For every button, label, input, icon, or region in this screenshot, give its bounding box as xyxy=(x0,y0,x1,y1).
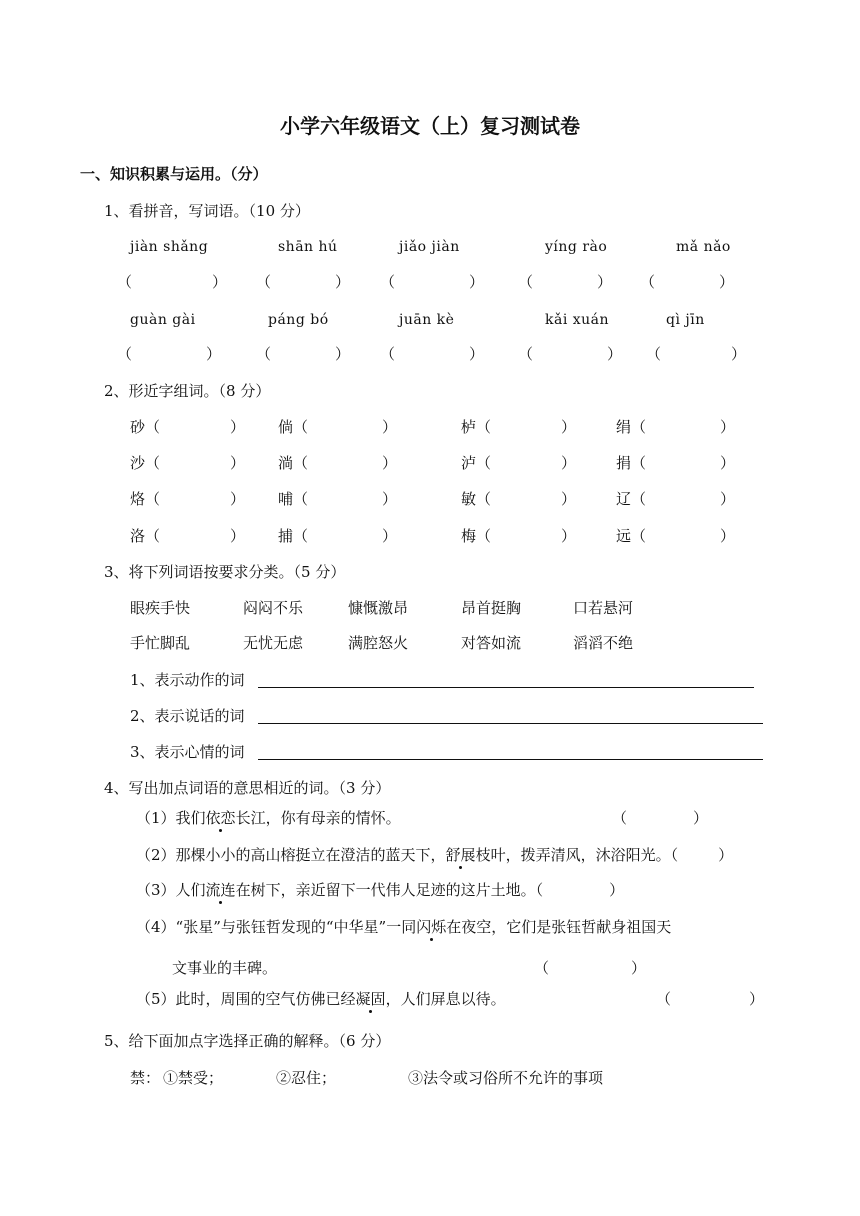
definition-option-2: ②忍住； xyxy=(276,1069,337,1087)
answer-blank[interactable]: （ ） xyxy=(380,273,485,291)
word: 无忧无虑 xyxy=(243,634,304,652)
answer-blank[interactable]: （ ） xyxy=(117,273,228,291)
answer-blank[interactable]: （ ） xyxy=(518,273,613,291)
answer-blank[interactable]: （ ） xyxy=(256,345,351,363)
definition-option-3: ③法令或习俗所不允许的事项 xyxy=(408,1069,604,1087)
pinyin-2-5: qì jīn xyxy=(666,312,705,328)
answer-line[interactable] xyxy=(258,723,763,724)
char-item[interactable]: 泸（ ） xyxy=(461,454,577,472)
q2-heading: 2、形近字组词。（8 分） xyxy=(104,382,271,400)
definition-option-1: ①禁受； xyxy=(163,1069,224,1087)
char-item[interactable]: 捐（ ） xyxy=(616,454,736,472)
pinyin-2-4: kǎi xuán xyxy=(545,312,610,328)
dotted-word: 闪烁 xyxy=(416,918,447,936)
q3-heading: 3、将下列词语按要求分类。（5 分） xyxy=(104,563,346,581)
char-item[interactable]: 梅（ ） xyxy=(461,527,577,545)
category-label: 3、表示心情的词 xyxy=(130,743,245,761)
answer-blank[interactable]: （ ） xyxy=(612,809,709,827)
dotted-word: 舒展 xyxy=(445,846,476,864)
pinyin-1-1: jiàn shǎng xyxy=(130,239,209,255)
dotted-word: 流连 xyxy=(205,881,236,899)
word: 手忙脚乱 xyxy=(130,634,191,652)
char-item[interactable]: 捕（ ） xyxy=(278,527,398,545)
sentence-4: （4）“张星”与张钰哲发现的“中华星”一同闪烁在夜空，它们是张钰哲献身祖国天 xyxy=(136,918,672,936)
page-title: 小学六年级语文（上）复习测试卷 xyxy=(280,114,580,138)
category-label: 2、表示说话的词 xyxy=(130,707,245,725)
sentence-2: （2）那棵小小的高山榕挺立在澄洁的蓝天下，舒展枝叶，拨弄清风，沐浴阳光。（ ） xyxy=(136,846,734,864)
word: 对答如流 xyxy=(461,634,522,652)
answer-blank[interactable]: （ ） xyxy=(646,345,747,363)
answer-blank[interactable]: （ ） xyxy=(534,959,647,977)
word: 口若悬河 xyxy=(573,599,634,617)
answer-blank[interactable]: （ ） xyxy=(656,990,765,1008)
pinyin-1-5: mǎ nǎo xyxy=(676,239,731,255)
answer-blank[interactable]: （ ） xyxy=(117,345,222,363)
word: 满腔怒火 xyxy=(348,634,409,652)
sentence-1: （1）我们依恋长江，你有母亲的情怀。 xyxy=(136,809,401,827)
char-item[interactable]: 淌（ ） xyxy=(278,454,398,472)
answer-line[interactable] xyxy=(258,759,763,760)
char-item[interactable]: 烙（ ） xyxy=(130,490,246,508)
char-item[interactable]: 哺（ ） xyxy=(278,490,398,508)
dotted-word: 凝固 xyxy=(355,990,386,1008)
sentence-3: （3）人们流连在树下，亲近留下一代伟人足迹的这片土地。（ ） xyxy=(136,881,625,899)
pinyin-2-1: guàn gài xyxy=(130,312,196,328)
word: 眼疾手快 xyxy=(130,599,191,617)
dotted-word: 依恋 xyxy=(205,809,236,827)
char-item[interactable]: 远（ ） xyxy=(616,527,736,545)
char-item[interactable]: 绢（ ） xyxy=(616,418,736,436)
char-item[interactable]: 洛（ ） xyxy=(130,527,246,545)
word: 慷慨激昂 xyxy=(348,599,409,617)
char-item[interactable]: 沙（ ） xyxy=(130,454,246,472)
answer-blank[interactable]: （ ） xyxy=(518,345,623,363)
sentence-4-cont: 文事业的丰碑。 xyxy=(172,959,278,977)
answer-blank[interactable]: （ ） xyxy=(380,345,485,363)
char-item[interactable]: 辽（ ） xyxy=(616,490,736,508)
char-item[interactable]: 敏（ ） xyxy=(461,490,577,508)
pinyin-1-3: jiǎo jiàn xyxy=(399,239,460,255)
q4-heading: 4、写出加点词语的意思相近的词。（3 分） xyxy=(104,779,391,797)
pinyin-1-4: yíng rào xyxy=(545,239,608,255)
word: 闷闷不乐 xyxy=(243,599,304,617)
pinyin-2-3: juān kè xyxy=(399,312,455,328)
char-item[interactable]: 砂（ ） xyxy=(130,418,246,436)
q1-heading: 1、看拼音，写词语。（10 分） xyxy=(104,202,310,220)
definition-label: 禁： xyxy=(130,1069,161,1087)
word: 昂首挺胸 xyxy=(461,599,522,617)
section-heading: 一、知识积累与运用。（分） xyxy=(80,165,268,183)
category-label: 1、表示动作的词 xyxy=(130,671,245,689)
answer-blank[interactable]: （ ） xyxy=(256,273,351,291)
pinyin-1-2: shān hú xyxy=(278,239,338,255)
q5-heading: 5、给下面加点字选择正确的解释。（6 分） xyxy=(104,1032,391,1050)
word: 滔滔不绝 xyxy=(573,634,634,652)
answer-blank[interactable]: （ ） xyxy=(640,273,735,291)
sentence-5: （5）此时，周围的空气仿佛已经凝固，人们屏息以待。 xyxy=(136,990,506,1008)
char-item[interactable]: 倘（ ） xyxy=(278,418,398,436)
char-item[interactable]: 栌（ ） xyxy=(461,418,577,436)
answer-line[interactable] xyxy=(258,687,754,688)
pinyin-2-2: páng bó xyxy=(268,312,329,328)
